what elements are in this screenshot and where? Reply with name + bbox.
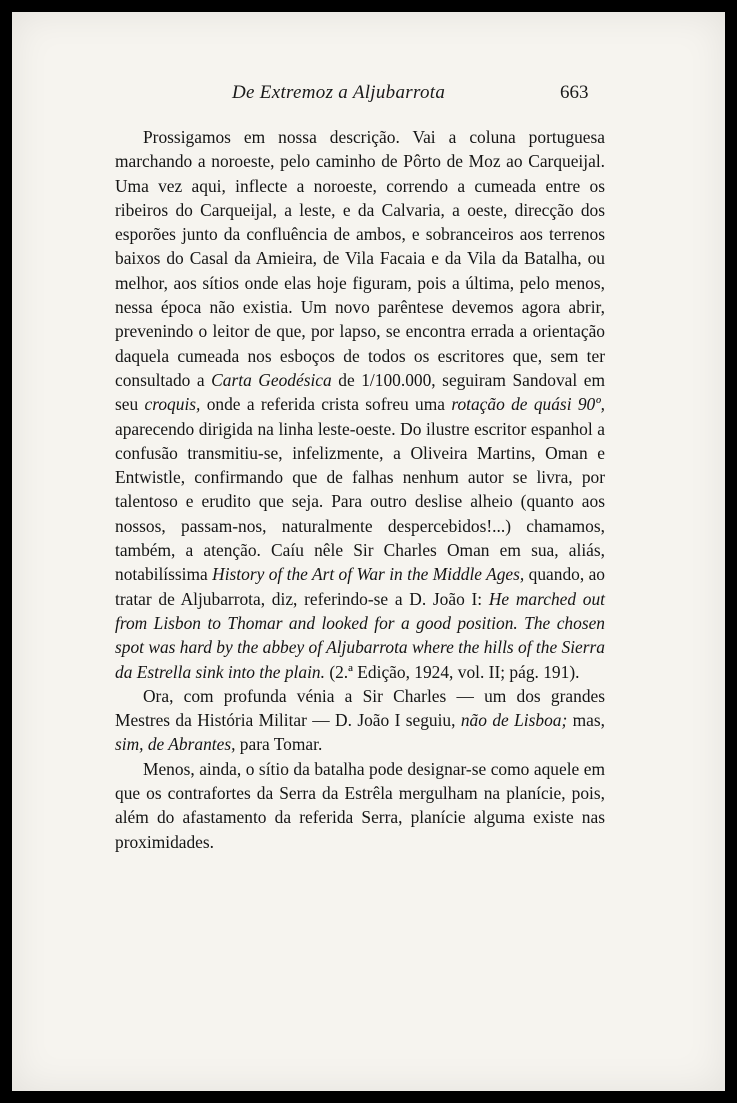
text-segment: Ora, com profunda vénia a Sir Charles — um dos grandes Mestres da História Militar — D. João I seguiu, — [115, 685, 605, 731]
italic-segment: History of the Art of War in the Middle Ages, — [212, 564, 525, 585]
text-segment: para Tomar. — [235, 734, 323, 755]
paragraph-2 — [115, 684, 605, 757]
paragraph-1 — [115, 125, 605, 684]
page-number: 663 — [560, 82, 589, 103]
italic-segment: não de Lisboa; — [460, 710, 568, 731]
text-segment: mas, — [567, 710, 605, 731]
book-page — [12, 12, 725, 1091]
text-segment: quando, ao tratar de Aljubarrota, diz, referindo-se a D. João I: — [115, 564, 606, 609]
text-segment: Prossigamos em nossa descrição. Vai a coluna portuguesa marchando a noroeste, pelo caminho de Pôrto de Moz ao Carqueijal. Uma vez aqui, inflecte a noroeste, correndo a cumeada entre os ribeiros do Carqueijal, a leste, e da Calvaria, a oeste, direcção dos esporões junto da confluência de ambos, e sobranceiros aos terrenos baixos do Casal da Amieira, de Vila Facaia e da Vila da Batalha, ou melhor, aos sítios onde elas hoje figuram, pois a última, pelo menos, nessa época não existia. Um novo parêntese devemos agora abrir, prevenindo o leitor de que, por lapso, se encontra errada a orientação daquela cumeada nos esboços de todos os escritores que, sem ter consultado a — [115, 127, 605, 390]
text-segment: (2.ª Edição, 1924, vol. II; pág. 191). — [324, 661, 580, 682]
text-segment: aparecendo dirigida na linha leste-oeste. Do ilustre escritor espanhol a confusão transmitiu-se, infelizmente, a Oliveira Martins, Oman e Entwistle, confirmando que de falhas nenhum autor se livra, por talentoso e erudito que seja. Para outro deslise alheio (quanto aos nossos, passam-nos, naturalmente despercebidos!...) chamamos, também, a atenção. Caíu nêle Sir Charles Oman em sua, aliás, notabilíssima — [115, 418, 605, 585]
text-segment: onde a referida crista sofreu uma — [200, 394, 452, 415]
body-text — [115, 125, 605, 854]
text-segment: Menos, ainda, o sítio da batalha pode designar-se como aquele em que os contrafortes da Serra da Estrêla mergulham na planície, pois, além do afastamento da referida Serra, planície alguma existe nas proximidades. — [115, 758, 605, 852]
italic-segment: sim, de Abrantes, — [115, 734, 236, 755]
page-header — [12, 82, 725, 112]
italic-segment: croquis, — [144, 394, 201, 415]
italic-segment: Carta Geodésica — [211, 369, 332, 390]
text-segment: de 1/100.000, seguiram Sandoval em seu — [115, 369, 605, 415]
running-title: De Extremoz a Aljubarrota — [232, 82, 446, 103]
italic-segment: rotação de quási 90º, — [451, 394, 605, 415]
italic-segment: He marched out from Lisbon to Thomar and looked for a good position. The chosen spot was hard by the abbey of Aljubarrota where the hills of the Sierra da Estrella sink into the plain. — [115, 588, 606, 682]
paragraph-3 — [115, 757, 605, 854]
